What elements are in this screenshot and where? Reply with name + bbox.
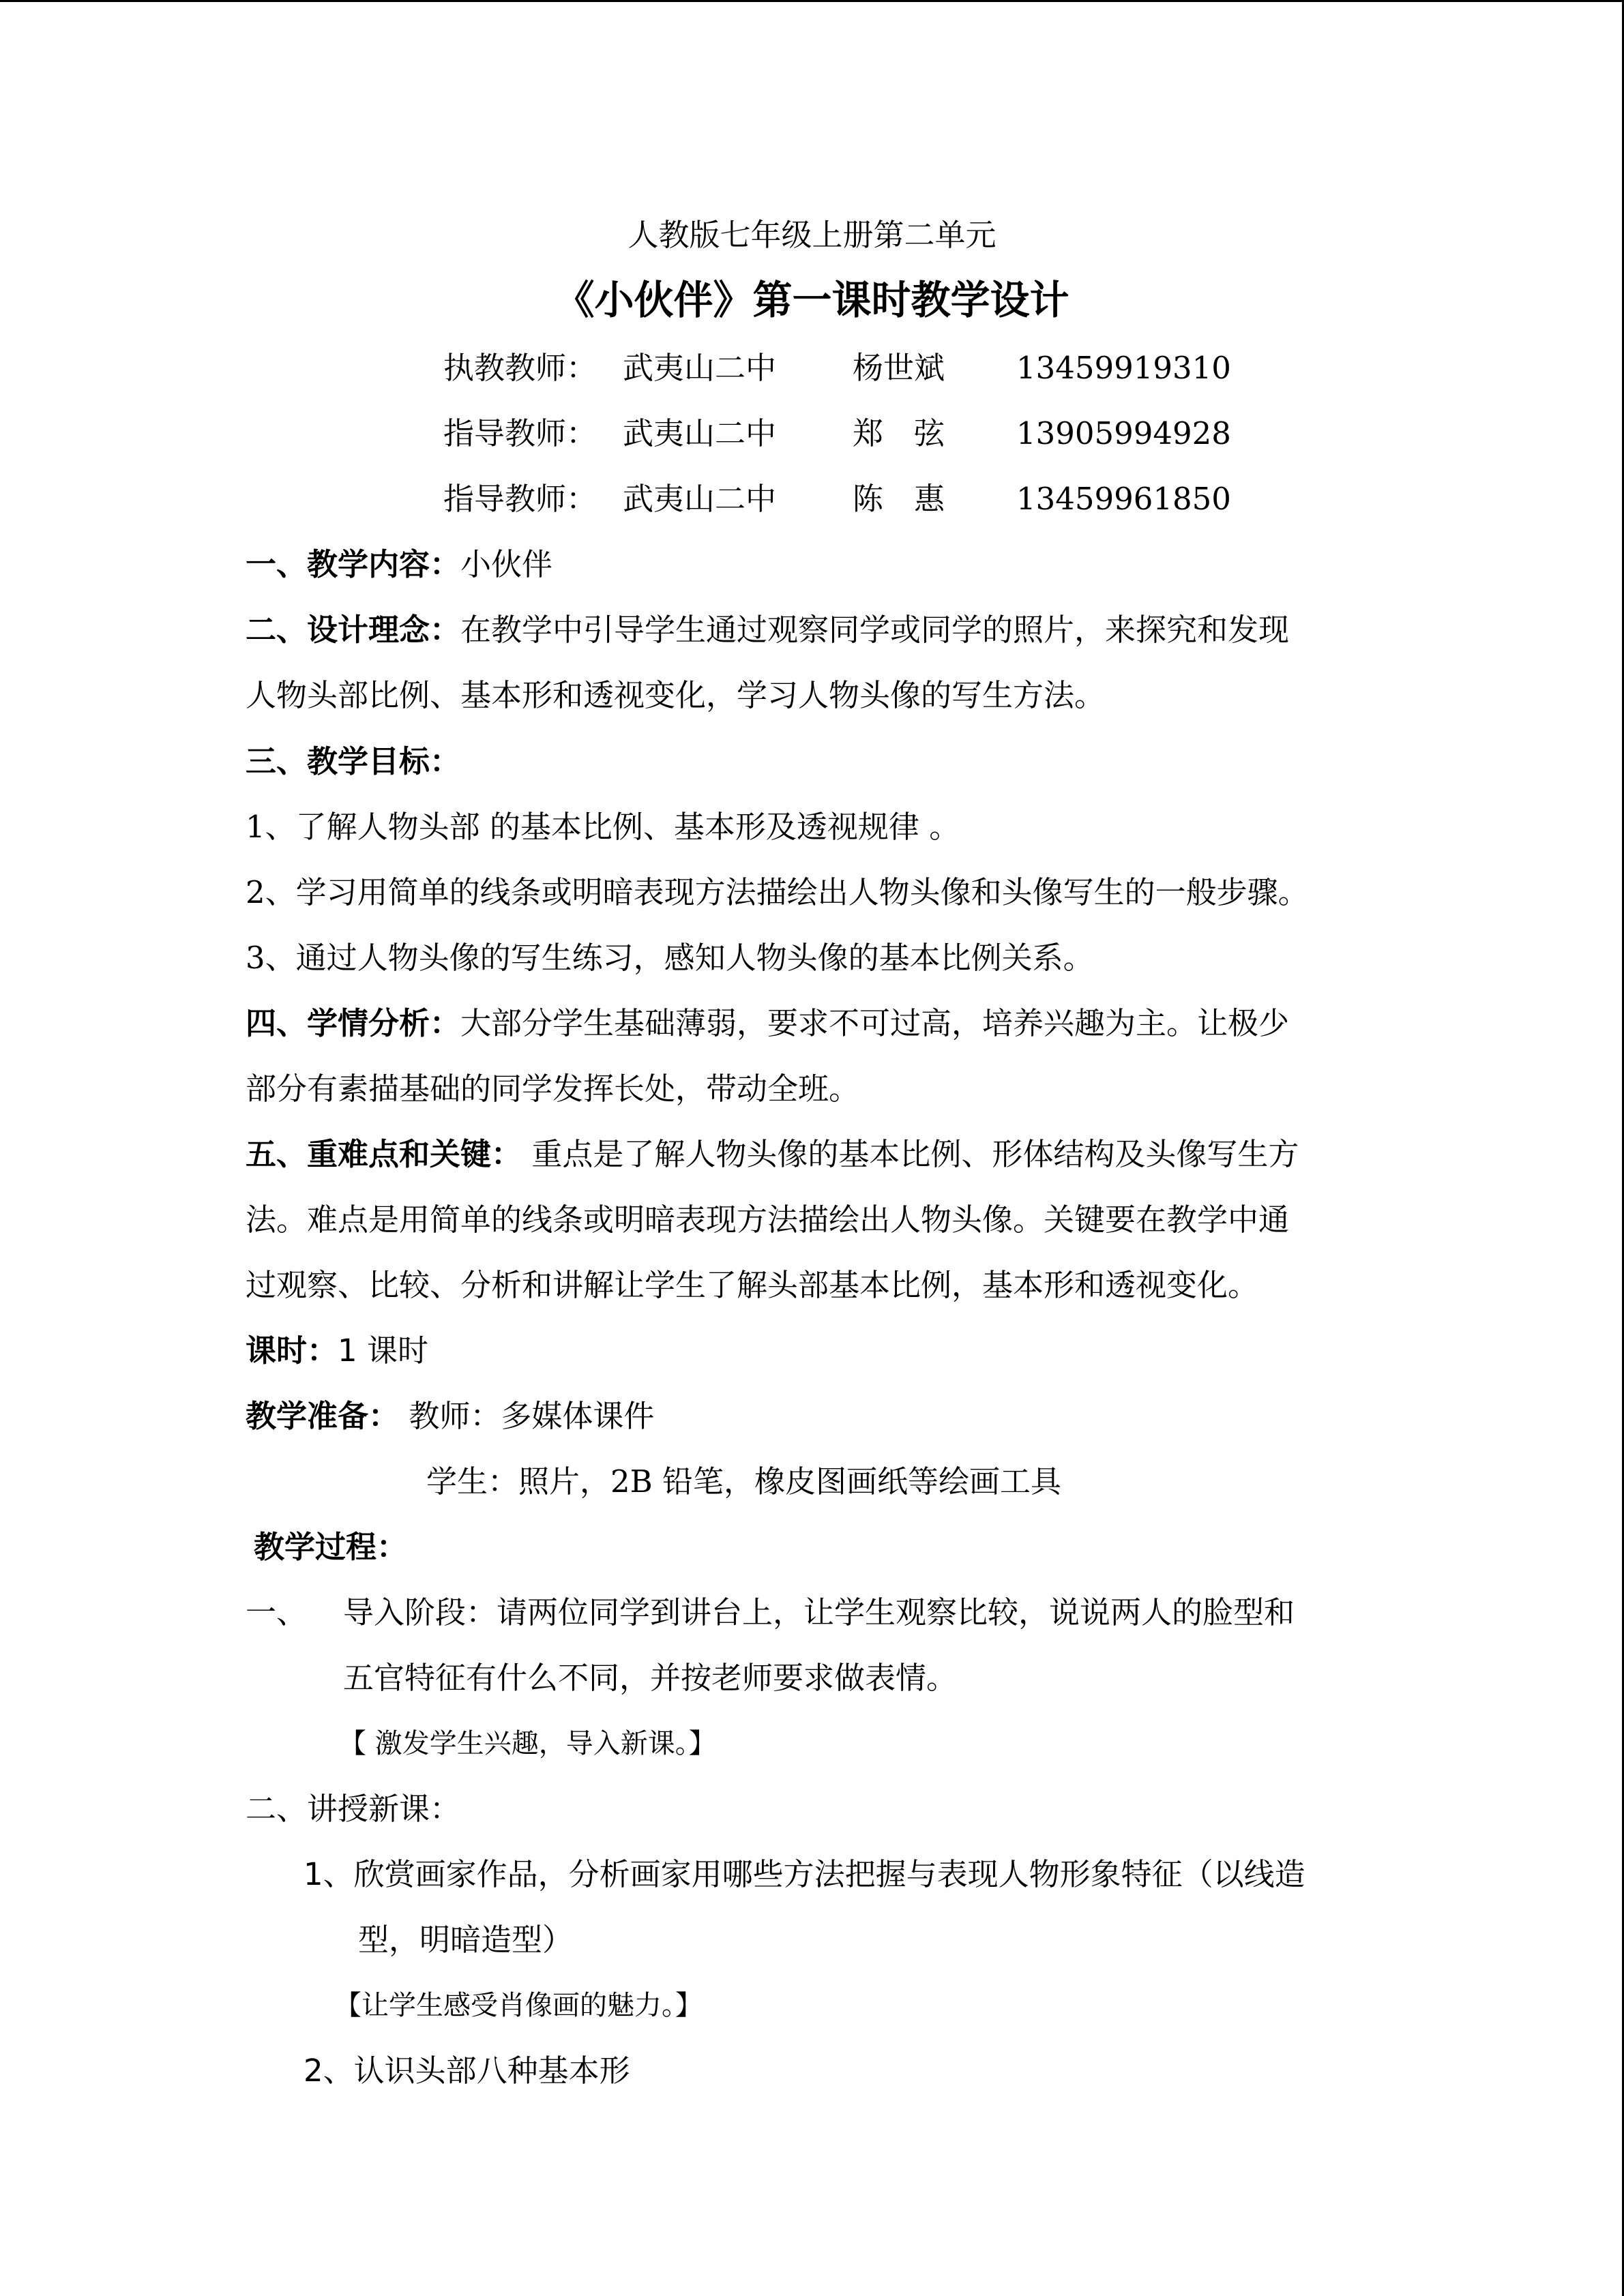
section-label: 四、学情分析： — [246, 1005, 461, 1041]
teacher-row — [0, 479, 1624, 520]
section-label: 教学准备： — [246, 1398, 400, 1434]
section-text: 教师：多媒体课件 — [399, 1398, 655, 1434]
section-text: 小伙伴 — [460, 546, 553, 582]
section-goals-label: 三、教学目标： — [246, 743, 461, 779]
teacher-phone: 13459961850 — [1016, 481, 1231, 517]
paragraph-line: 1、欣赏画家作品，分析画家用哪些方法把握与表现人物形象特征（以线造 — [304, 1856, 1305, 1892]
process-step-title: 二、讲授新课： — [246, 1791, 461, 1827]
paragraph-line: 过观察、比较、分析和讲解让学生了解头部基本比例，基本形和透视变化。 — [246, 1267, 1259, 1303]
section-prep — [246, 1396, 654, 1437]
teacher-role: 执教教师： — [443, 350, 597, 386]
paragraph-line: 法。难点是用简单的线条或明暗表现方法描绘出人物头像。关键要在教学中通 — [246, 1202, 1290, 1238]
section-analysis — [246, 1003, 1289, 1044]
section-hours — [246, 1330, 428, 1371]
paragraph-line: 导入阶段：请两位同学到讲台上，让学生观察比较，说说两人的脸型和 — [343, 1594, 1295, 1630]
teacher-role: 指导教师： — [443, 481, 597, 517]
process-note: 【 激发学生兴趣，导入新课。】 — [339, 1728, 716, 1759]
section-content — [246, 544, 552, 585]
teacher-school: 武夷山二中 — [623, 415, 777, 451]
teacher-school: 武夷山二中 — [623, 481, 777, 517]
section-label: 五、重难点和关键： — [246, 1136, 522, 1172]
teacher-name: 杨世斌 — [853, 350, 945, 386]
section-label: 课时： — [246, 1332, 338, 1369]
section-concept — [246, 610, 1289, 651]
teacher-phone: 13459919310 — [1016, 350, 1231, 386]
section-text: 在教学中引导学生通过观察同学或同学的照片，来探究和发现 — [460, 612, 1290, 648]
section-text: 大部分学生基础薄弱，要求不可过高，培养兴趣为主。让极少 — [460, 1005, 1290, 1041]
section-key — [246, 1134, 1299, 1175]
section-label: 二、设计理念： — [246, 612, 461, 648]
teacher-phone: 13905994928 — [1016, 415, 1231, 451]
teacher-row — [0, 413, 1624, 454]
section-text: 重点是了解人物头像的基本比例、形体结构及头像写生方 — [522, 1136, 1299, 1172]
goal-item: 2、学习用简单的线条或明暗表现方法描绘出人物头像和头像写生的一般步骤。 — [246, 874, 1309, 910]
paragraph-line: 五官特征有什么不同，并按老师要求做表情。 — [343, 1660, 958, 1696]
teacher-name: 郑 弦 — [853, 415, 945, 451]
section-process-label: 教学过程： — [254, 1529, 408, 1565]
section-label: 一、教学内容： — [246, 546, 461, 582]
process-step-number: 一、 — [246, 1594, 308, 1630]
teacher-role: 指导教师： — [443, 415, 597, 451]
teacher-row — [0, 348, 1624, 389]
document-subtitle: 人教版七年级上册第二单元 — [628, 217, 996, 253]
section-text: 1 课时 — [338, 1332, 428, 1369]
goal-item: 1、了解人物头部 的基本比例、基本形及透视规律 。 — [246, 809, 960, 845]
page-border-top — [0, 0, 1624, 2]
paragraph-line: 型，明暗造型） — [358, 1922, 574, 1958]
process-note: 【让学生感受肖像画的魅力。】 — [334, 1990, 703, 2021]
paragraph-line: 2、认识头部八种基本形 — [304, 2053, 630, 2089]
paragraph-line: 人物头部比例、基本形和透视变化，学习人物头像的写生方法。 — [246, 677, 1106, 713]
teacher-school: 武夷山二中 — [623, 350, 777, 386]
document-title: 《小伙伴》第一课时教学设计 — [555, 277, 1069, 323]
paragraph-line: 学生：照片，2B 铅笔，橡皮图画纸等绘画工具 — [426, 1463, 1062, 1500]
paragraph-line: 部分有素描基础的同学发挥长处，带动全班。 — [246, 1071, 860, 1107]
teacher-name: 陈 惠 — [853, 481, 945, 517]
goal-item: 3、通过人物头像的写生练习，感知人物头像的基本比例关系。 — [246, 940, 1094, 976]
